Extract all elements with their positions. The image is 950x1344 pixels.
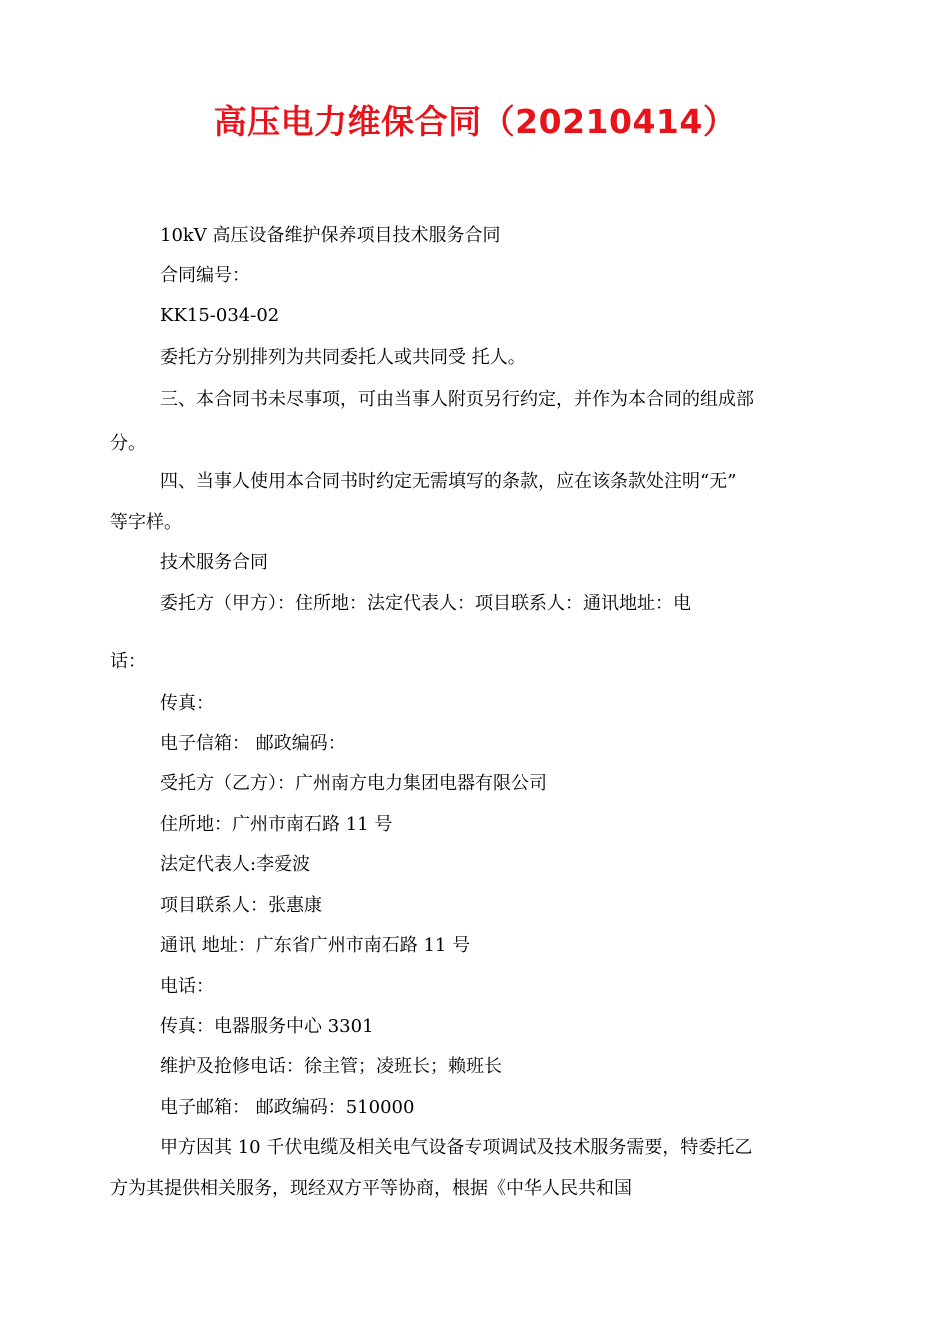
client-info-line: 话： (110, 651, 146, 672)
contractor-repair-phone: 维护及抢修电话：徐主管；凌班长；赖班长 (160, 1056, 502, 1077)
paragraph-line: 三、本合同书未尽事项，可由当事人附页另行约定，并作为本合同的组成部 (160, 389, 754, 410)
paragraph-line: 等字样。 (110, 512, 182, 533)
paragraph-line: 委托方分别排列为共同委托人或共同受 托人。 (160, 347, 526, 368)
paragraph-line: 分。 (110, 433, 146, 454)
contract-number-label: 合同编号： (160, 265, 250, 286)
client-info-line: 委托方（甲方）：住所地：法定代表人：项目联系人：通讯地址：电 (160, 593, 691, 614)
section-heading: 技术服务合同 (160, 552, 268, 573)
paragraph-line: 甲方因其 10 千伏电缆及相关电气设备专项调试及技术服务需要，特委托乙 (160, 1137, 753, 1158)
contractor-name: 受托方（乙方）：广州南方电力集团电器有限公司 (160, 773, 547, 794)
paragraph-line: 方为其提供相关服务，现经双方平等协商，根据《中华人民共和国 (110, 1178, 632, 1199)
contractor-contact: 项目联系人：张惠康 (160, 895, 322, 916)
document-title: 高压电力维保合同（20210414） (213, 102, 737, 141)
paragraph-line: 四、当事人使用本合同书时约定无需填写的条款，应在该条款处注明“无” (160, 471, 737, 492)
contract-name: 10kV 高压设备维护保养项目技术服务合同 (160, 225, 501, 246)
contractor-mailing-address: 通讯 地址：广东省广州市南石路 11 号 (160, 935, 471, 956)
contractor-fax: 传真：电器服务中心 3301 (160, 1016, 374, 1037)
contractor-address: 住所地：广州市南石路 11 号 (160, 814, 393, 835)
contractor-email: 电子邮箱： 邮政编码：510000 (160, 1097, 415, 1118)
contractor-legal-rep: 法定代表人:李爱波 (160, 854, 311, 875)
contractor-phone: 电话： (160, 976, 214, 997)
client-fax: 传真： (160, 693, 214, 714)
client-email: 电子信箱： 邮政编码： (160, 733, 346, 754)
contract-number: KK15-034-02 (160, 305, 280, 326)
